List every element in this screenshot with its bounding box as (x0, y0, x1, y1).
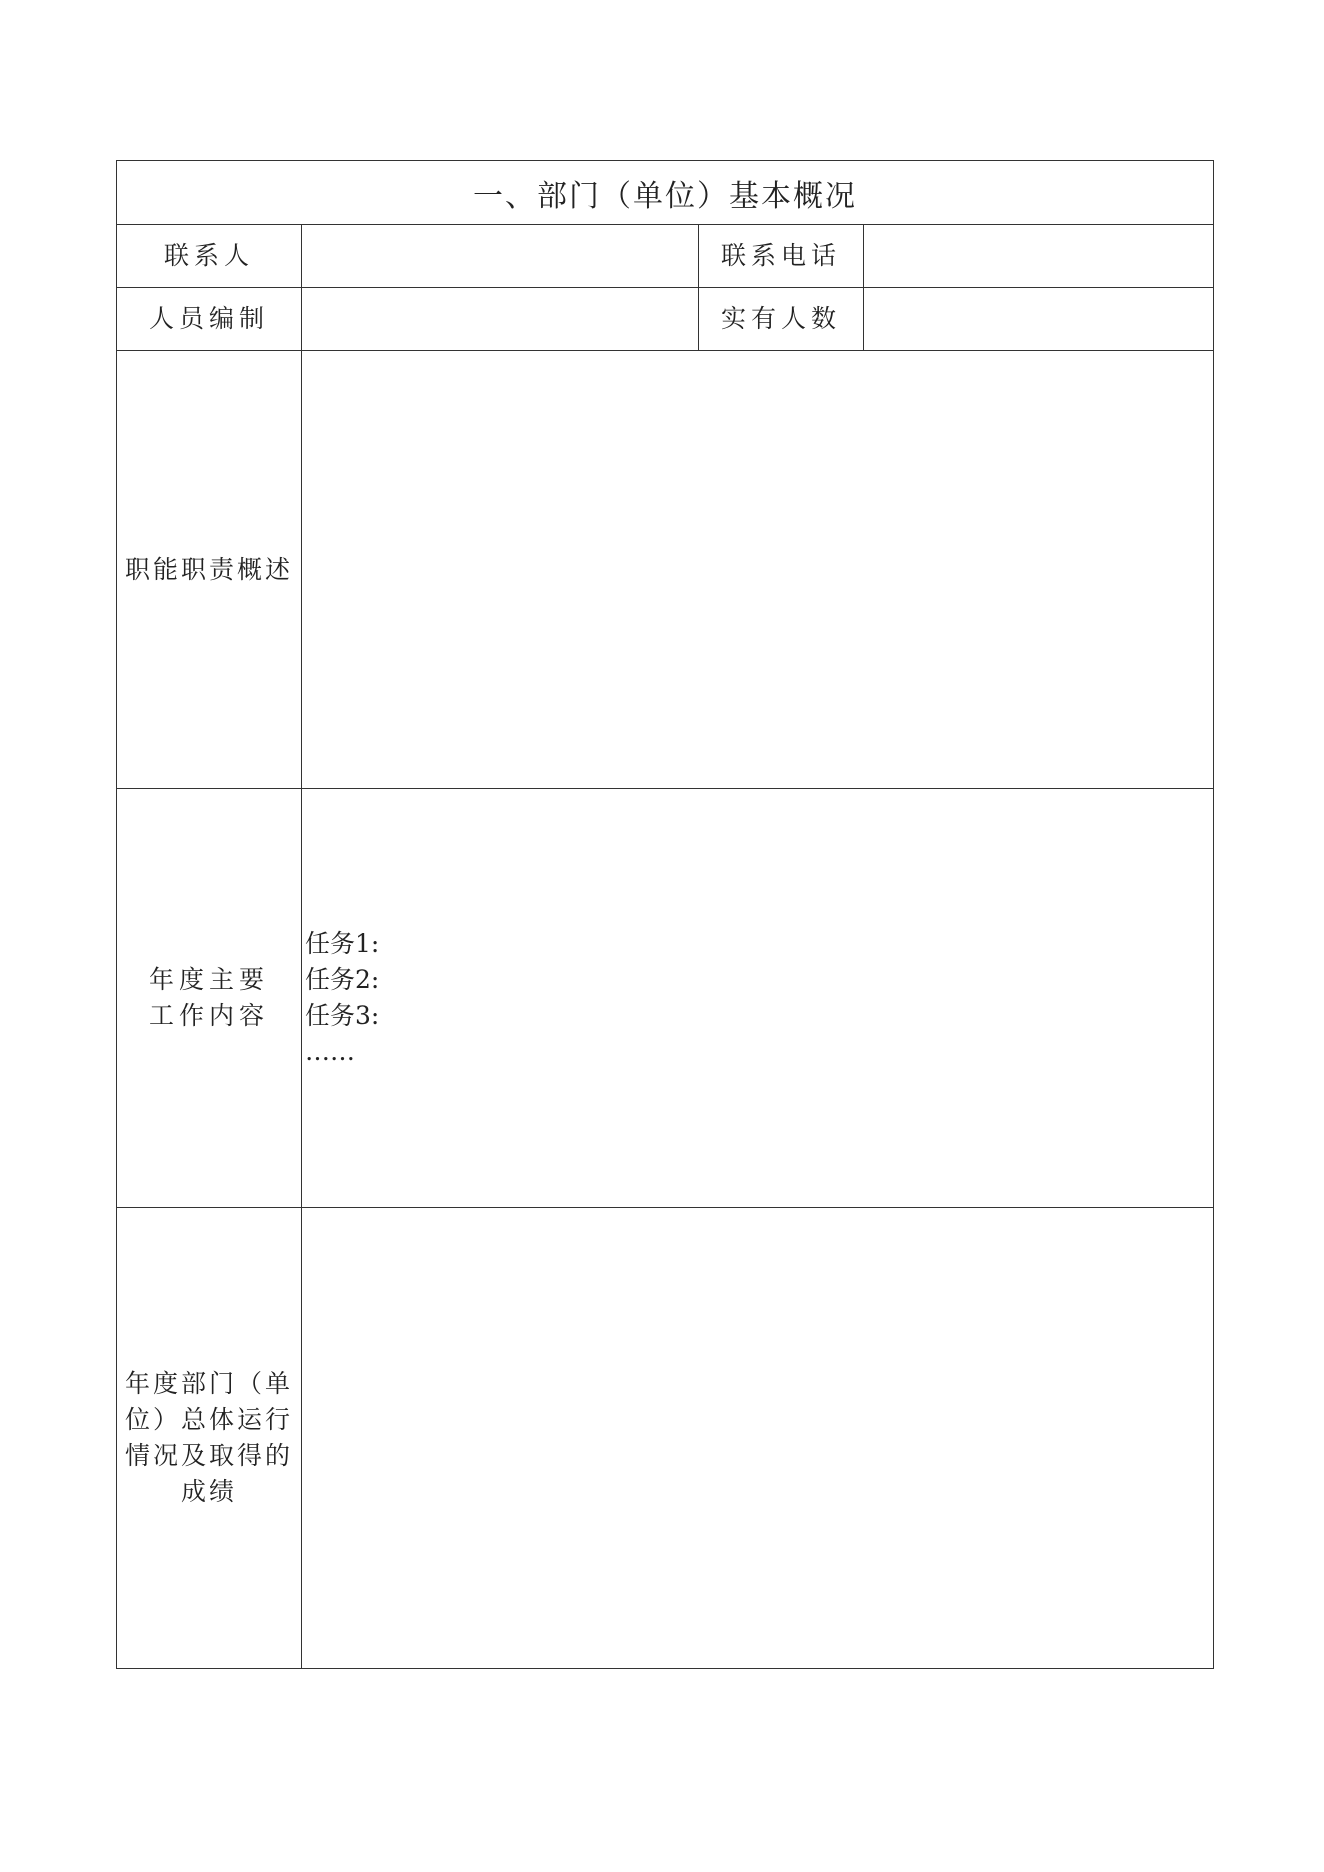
actual-staff-label: 实有人数 (699, 288, 864, 351)
duties-field[interactable] (302, 351, 1214, 789)
annual-work-label-line1: 年度主要 (148, 965, 269, 994)
duties-label: 职能职责概述 (117, 351, 302, 789)
annual-work-label (117, 789, 302, 1208)
actual-staff-field[interactable] (864, 288, 1214, 351)
staff-quota-label: 人员编制 (117, 288, 302, 351)
contact-phone-label: 联系电话 (699, 225, 864, 288)
annual-work-label-line2: 工作内容 (148, 1001, 269, 1030)
task-ellipsis: …… (305, 1037, 355, 1066)
task-item: 任务1: (305, 929, 380, 958)
form-title: 一、部门（单位）基本概况 (117, 161, 1214, 225)
task-item: 任务3: (305, 1001, 380, 1030)
contact-person-field[interactable] (302, 225, 699, 288)
department-overview-form (116, 160, 1214, 1669)
contact-phone-field[interactable] (864, 225, 1214, 288)
tasks-list (302, 926, 1213, 1070)
annual-work-field[interactable] (302, 789, 1214, 1208)
annual-results-field[interactable] (302, 1208, 1214, 1669)
staff-quota-field[interactable] (302, 288, 699, 351)
contact-person-label: 联系人 (117, 225, 302, 288)
task-item: 任务2: (305, 965, 380, 994)
annual-results-label: 年度部门（单位）总体运行情况及取得的成绩 (117, 1208, 302, 1669)
